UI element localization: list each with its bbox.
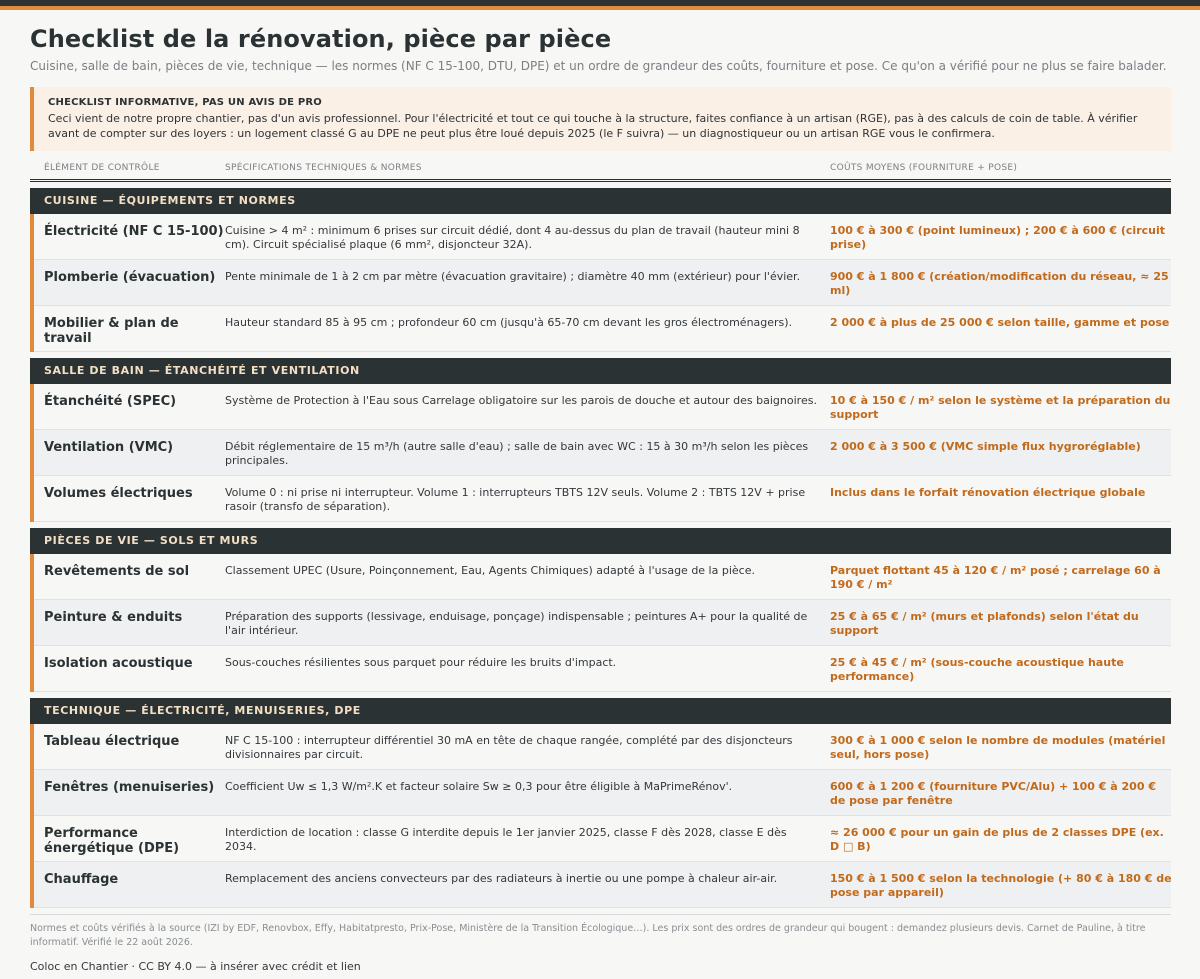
section-rows <box>30 724 1171 908</box>
row-cost: 2 000 € à plus de 25 000 € selon taille, gamme et pose <box>830 316 1170 329</box>
table-row <box>34 476 1171 522</box>
row-element-name: Peinture & enduits <box>44 610 183 625</box>
disclaimer-notice <box>30 87 1171 151</box>
notice-title: CHECKLIST INFORMATIVE, PAS UN AVIS DE PRO <box>48 97 323 108</box>
checklist-section <box>30 188 1171 352</box>
license-credit: Coloc en Chantier · CC BY 4.0 — à insérer avec crédit et lien <box>30 960 361 973</box>
row-specification: Débit réglementaire de 15 m³/h (autre salle d'eau) ; salle de bain avec WC : 15 à 30 m³/h selon les pièces principales. <box>225 440 809 467</box>
table-row <box>34 306 1171 352</box>
column-header-specs: SPÉCIFICATIONS TECHNIQUES & NORMES <box>225 163 422 173</box>
row-specification: Hauteur standard 85 à 95 cm ; profondeur 60 cm (jusqu'à 65-70 cm devant les gros électroménagers). <box>225 316 793 329</box>
row-element-name: Volumes électriques <box>44 486 193 501</box>
row-specification: Sous-couches résilientes sous parquet pour réduire les bruits d'impact. <box>225 656 617 669</box>
table-column-headers <box>30 159 1171 182</box>
checklist-section <box>30 358 1171 522</box>
row-cost: ≈ 26 000 € pour un gain de plus de 2 classes DPE (ex. D □ B) <box>830 826 1164 853</box>
sources-footnote: Normes et coûts vérifiés à la source (IZI by EDF, Renovbox, Effy, Habitatpresto, Prix-Pose, Ministère de la Transition Écologique…). Les prix sont des ordres de grandeur qui bougent : demandez plusieurs devis. Carnet de Pauline, à titre informatif. Vérifié le 22 août 2026. <box>30 914 1171 950</box>
table-row <box>34 862 1171 908</box>
row-cost: 25 € à 45 € / m² (sous-couche acoustique haute performance) <box>830 656 1124 683</box>
checklist-section <box>30 528 1171 692</box>
page-title: Checklist de la rénovation, pièce par pièce <box>30 25 612 53</box>
section-rows <box>30 214 1171 352</box>
section-title: TECHNIQUE — ÉLECTRICITÉ, MENUISERIES, DPE <box>30 698 1171 724</box>
row-specification: Interdiction de location : classe G interdite depuis le 1er janvier 2025, classe F dès 2028, classe E dès 2034. <box>225 826 787 853</box>
row-specification: Pente minimale de 1 à 2 cm par mètre (évacuation gravitaire) ; diamètre 40 mm (extérieur) pour l'évier. <box>225 270 801 283</box>
row-specification: NF C 15-100 : interrupteur différentiel 30 mA en tête de chaque rangée, complété par des disjoncteurs divisionnaires par circuit. <box>225 734 793 761</box>
section-title: CUISINE — ÉQUIPEMENTS ET NORMES <box>30 188 1171 214</box>
section-title: PIÈCES DE VIE — SOLS ET MURS <box>30 528 1171 554</box>
row-element-name: Performance énergétique (DPE) <box>44 826 180 856</box>
row-specification: Classement UPEC (Usure, Poinçonnement, Eau, Agents Chimiques) adapté à l'usage de la pièce. <box>225 564 755 577</box>
table-row <box>34 600 1171 646</box>
table-row <box>34 816 1171 862</box>
page-content <box>30 10 1171 973</box>
row-element-name: Mobilier & plan de travail <box>44 316 179 346</box>
row-cost: 150 € à 1 500 € selon la technologie (+ 80 € à 180 € de pose par appareil) <box>830 872 1172 899</box>
table-row <box>34 724 1171 770</box>
checklist-section <box>30 698 1171 908</box>
row-cost: 2 000 € à 3 500 € (VMC simple flux hygroréglable) <box>830 440 1141 453</box>
row-element-name: Isolation acoustique <box>44 656 193 671</box>
row-cost: 300 € à 1 000 € selon le nombre de modules (matériel seul, hors pose) <box>830 734 1166 761</box>
row-cost: 25 € à 65 € / m² (murs et plafonds) selon l'état du support <box>830 610 1139 637</box>
row-cost: 600 € à 1 200 € (fourniture PVC/Alu) + 100 € à 200 € de pose par fenêtre <box>830 780 1156 807</box>
table-row <box>34 260 1171 306</box>
row-element-name: Tableau électrique <box>44 734 180 749</box>
table-row <box>34 430 1171 476</box>
row-element-name: Étanchéité (SPEC) <box>44 394 177 409</box>
row-specification: Coefficient Uw ≤ 1,3 W/m².K et facteur solaire Sw ≥ 0,3 pour être éligible à MaPrimeRénov'. <box>225 780 733 793</box>
row-element-name: Ventilation (VMC) <box>44 440 174 455</box>
checklist-table <box>30 188 1171 908</box>
row-specification: Préparation des supports (lessivage, enduisage, ponçage) indispensable ; peintures A+ pour la qualité de l'air intérieur. <box>225 610 808 637</box>
section-title: SALLE DE BAIN — ÉTANCHÉITÉ ET VENTILATION <box>30 358 1171 384</box>
column-header-element: ÉLÉMENT DE CONTRÔLE <box>44 163 160 173</box>
table-row <box>34 646 1171 692</box>
section-rows <box>30 384 1171 522</box>
column-header-costs: COÛTS MOYENS (FOURNITURE + POSE) <box>830 163 1018 173</box>
row-specification: Système de Protection à l'Eau sous Carrelage obligatoire sur les parois de douche et autour des baignoires. <box>225 394 817 407</box>
row-specification: Remplacement des anciens convecteurs par des radiateurs à inertie ou une pompe à chaleur air-air. <box>225 872 778 885</box>
table-row <box>34 384 1171 430</box>
table-row <box>34 770 1171 816</box>
row-cost: Parquet flottant 45 à 120 € / m² posé ; carrelage 60 à 190 € / m² <box>830 564 1161 591</box>
notice-body: Ceci vient de notre propre chantier, pas d'un avis professionnel. Pour l'électricité et tout ce qui touche à la structure, faites confiance à un artisan (RGE), pas à des calculs de coin de table. À vérifier avant de compter sur des loyers : un logement classé G au DPE ne peut plus être loué depuis 2025 (le F suivra) — un diagnostiqueur ou un artisan RGE vous le confirmera. <box>48 112 1138 140</box>
page-subtitle: Cuisine, salle de bain, pièces de vie, technique — les normes (NF C 15-100, DTU, DPE) et un ordre de grandeur des coûts, fourniture et pose. Ce qu'on a vérifié pour ne plus se faire balader. <box>30 59 1167 73</box>
row-element-name: Fenêtres (menuiseries) <box>44 780 215 795</box>
row-cost: 900 € à 1 800 € (création/modification du réseau, ≈ 25 ml) <box>830 270 1169 297</box>
table-row <box>34 554 1171 600</box>
row-element-name: Électricité (NF C 15-100) <box>44 224 224 239</box>
row-element-name: Plomberie (évacuation) <box>44 270 216 285</box>
row-specification: Volume 0 : ni prise ni interrupteur. Volume 1 : interrupteurs TBTS 12V seuls. Volume 2 : TBTS 12V + prise rasoir (transfo de séparation). <box>225 486 806 513</box>
row-specification: Cuisine > 4 m² : minimum 6 prises sur circuit dédié, dont 4 au-dessus du plan de travail (hauteur mini 8 cm). Circuit spécialisé plaque (6 mm², disjoncteur 32A). <box>225 224 800 251</box>
row-element-name: Chauffage <box>44 872 119 887</box>
table-row <box>34 214 1171 260</box>
row-element-name: Revêtements de sol <box>44 564 190 579</box>
row-cost: 10 € à 150 € / m² selon le système et la préparation du support <box>830 394 1171 421</box>
section-rows <box>30 554 1171 692</box>
row-cost: Inclus dans le forfait rénovation électrique globale <box>830 486 1146 499</box>
row-cost: 100 € à 300 € (point lumineux) ; 200 € à 600 € (circuit prise) <box>830 224 1166 251</box>
